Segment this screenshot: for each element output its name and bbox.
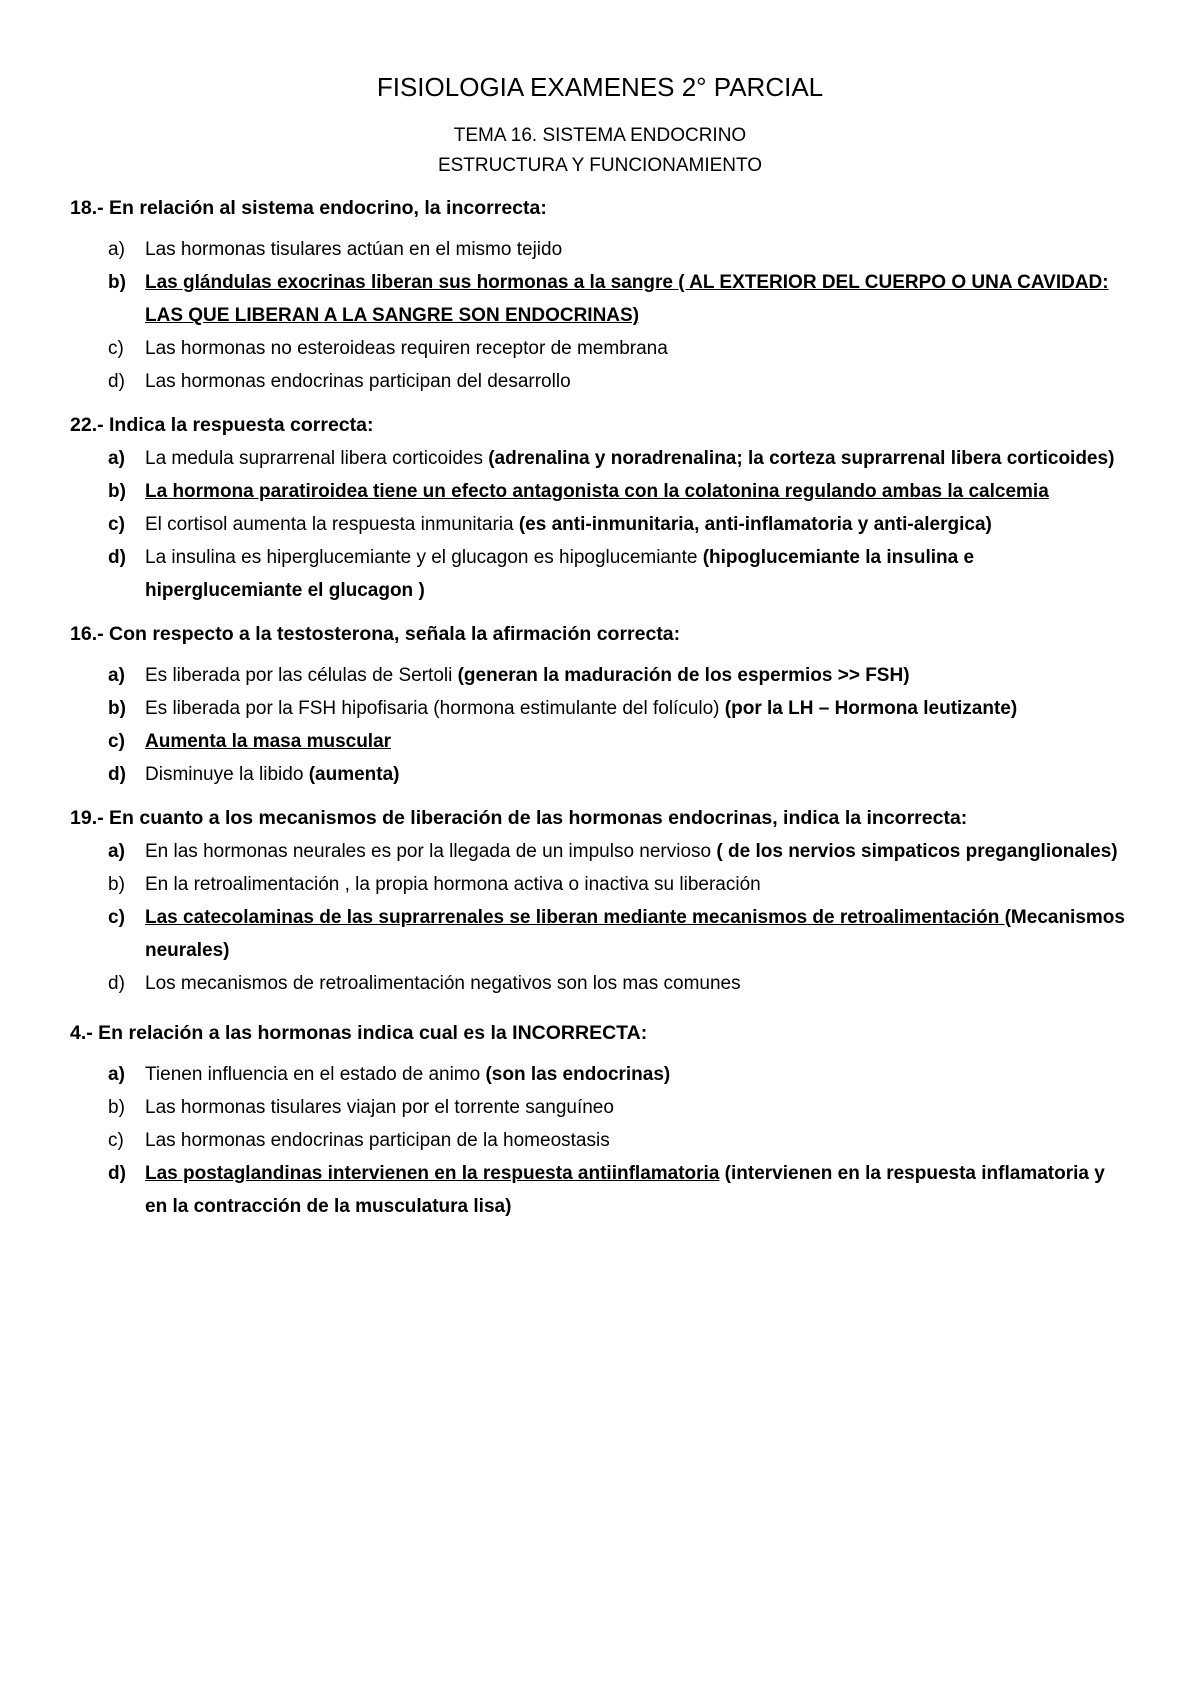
option-answer-text: Las glándulas exocrinas liberan sus hormonas a la sangre ( AL EXTERIOR DEL CUERPO O UNA CAVIDAD: LAS QUE LIBERAN A LA SANGRE SON ENDOCRINAS) <box>145 272 1109 326</box>
option-a <box>108 835 1130 868</box>
topic-title: TEMA 16. SISTEMA ENDOCRINO <box>453 125 747 146</box>
option-note: (intervienen en la respuesta inflamatoria y en la contracción de la musculatura lisa) <box>145 1163 1105 1217</box>
option-answer-text: La hormona paratiroidea tiene un efecto antagonista con la colatonina regulando ambas la calcemia <box>145 481 1049 502</box>
option-c <box>108 901 1130 967</box>
option-a <box>108 442 1130 475</box>
option-text <box>145 233 1130 266</box>
option-letter: a) <box>108 841 125 862</box>
option-note: (es anti-inmunitaria, anti-inflamatoria y anti-alergica) <box>518 514 992 535</box>
option-note: (generan la maduración de los espermios >> FSH) <box>457 665 910 686</box>
question-19 <box>70 803 1130 1000</box>
option-text <box>145 692 1130 725</box>
option-text <box>145 659 1130 692</box>
option-text <box>145 442 1130 475</box>
question-heading: 18.- En relación al sistema endocrino, la incorrecta: <box>70 197 547 219</box>
option-answer-text: Las catecolaminas de las suprarrenales se liberan mediante mecanismos de retroalimentación <box>145 907 1005 928</box>
question-22 <box>70 410 1130 607</box>
question-heading: 16.- Con respecto a la testosterona, señala la afirmación correcta: <box>70 623 681 645</box>
option-letter: b) <box>108 698 126 719</box>
question-4 <box>70 1018 1130 1223</box>
option-c <box>108 725 1130 758</box>
question-heading: 19.- En cuanto a los mecanismos de liberación de las hormonas endocrinas, indica la incorrecta: <box>70 807 968 829</box>
option-letter: c) <box>108 731 125 752</box>
option-note: (adrenalina y noradrenalina; la corteza suprarrenal libera corticoides) <box>488 448 1115 469</box>
option-note: (son las endocrinas) <box>485 1064 671 1085</box>
option-text <box>145 266 1130 332</box>
option-plain-text: Las hormonas tisulares viajan por el torrente sanguíneo <box>145 1097 614 1118</box>
option-letter: b) <box>108 874 125 895</box>
option-letter: c) <box>108 907 125 928</box>
option-plain-text: En las hormonas neurales es por la llegada de un impulso nervioso <box>145 841 717 862</box>
option-plain-text: Es liberada por la FSH hipofisaria (hormona estimulante del folículo) <box>145 698 725 719</box>
question-18 <box>70 193 1130 398</box>
option-b <box>108 475 1130 508</box>
option-plain-text: Las hormonas no esteroideas requiren receptor de membrana <box>145 338 668 359</box>
option-note: (por la LH – Hormona leutizante) <box>724 698 1018 719</box>
option-a <box>108 233 1130 266</box>
option-b <box>108 266 1130 332</box>
option-letter: c) <box>108 514 125 535</box>
topic-block <box>70 121 1130 181</box>
option-letter: a) <box>108 665 125 686</box>
option-letter: c) <box>108 338 124 359</box>
option-answer-text: Aumenta la masa muscular <box>145 731 392 752</box>
option-plain-text: Las hormonas endocrinas participan de la homeostasis <box>145 1130 610 1151</box>
subtopic-title: ESTRUCTURA Y FUNCIONAMIENTO <box>437 155 763 176</box>
option-plain-text: Las hormonas tisulares actúan en el mismo tejido <box>145 239 563 260</box>
option-d <box>108 365 1130 398</box>
option-text <box>145 508 1130 541</box>
option-plain-text: Las hormonas endocrinas participan del desarrollo <box>145 371 571 392</box>
option-c <box>108 332 1130 365</box>
option-text <box>145 967 1130 1000</box>
option-text <box>145 725 1130 758</box>
option-note: (hipoglucemiante la insulina e hiperglucemiante el glucagon ) <box>145 547 975 601</box>
option-d <box>108 758 1130 791</box>
option-letter: b) <box>108 481 126 502</box>
option-letter: b) <box>108 1097 125 1118</box>
option-plain-text: El cortisol aumenta la respuesta inmunitaria <box>145 514 519 535</box>
option-text <box>145 835 1130 868</box>
option-text <box>145 475 1130 508</box>
option-letter: d) <box>108 1163 126 1184</box>
option-plain-text: Tienen influencia en el estado de animo <box>145 1064 486 1085</box>
option-note: (Mecanismos neurales) <box>145 907 1125 961</box>
option-a <box>108 659 1130 692</box>
option-letter: b) <box>108 272 126 293</box>
option-text <box>145 1124 1130 1157</box>
option-b <box>108 692 1130 725</box>
option-letter: d) <box>108 764 126 785</box>
option-d <box>108 967 1130 1000</box>
option-text <box>145 1058 1130 1091</box>
option-letter: d) <box>108 371 125 392</box>
option-text <box>145 868 1130 901</box>
option-plain-text: La insulina es hiperglucemiante y el glucagon es hipoglucemiante <box>145 547 703 568</box>
option-b <box>108 1091 1130 1124</box>
option-text <box>145 1157 1130 1223</box>
option-note: (aumenta) <box>308 764 400 785</box>
option-plain-text: Los mecanismos de retroalimentación negativos son los mas comunes <box>145 973 741 994</box>
option-b <box>108 868 1130 901</box>
option-letter: a) <box>108 239 125 260</box>
option-plain-text: Es liberada por las células de Sertoli <box>145 665 458 686</box>
question-heading: 22.- Indica la respuesta correcta: <box>70 414 374 436</box>
option-text <box>145 901 1130 967</box>
question-16 <box>70 619 1130 791</box>
option-letter: c) <box>108 1130 124 1151</box>
option-plain-text: En la retroalimentación , la propia hormona activa o inactiva su liberación <box>145 874 761 895</box>
option-text <box>145 365 1130 398</box>
option-c <box>108 508 1130 541</box>
option-c <box>108 1124 1130 1157</box>
question-heading: 4.- En relación a las hormonas indica cual es la INCORRECTA: <box>70 1022 648 1044</box>
option-letter: d) <box>108 547 126 568</box>
option-note: ( de los nervios simpaticos preganglionales) <box>716 841 1118 862</box>
option-text <box>145 332 1130 365</box>
option-answer-text: Las postaglandinas intervienen en la respuesta antiinflamatoria <box>145 1163 720 1184</box>
option-letter: d) <box>108 973 125 994</box>
option-plain-text: La medula suprarrenal libera corticoides <box>145 448 489 469</box>
option-d <box>108 541 1130 607</box>
option-text <box>145 758 1130 791</box>
option-text <box>145 1091 1130 1124</box>
option-plain-text: Disminuye la libido <box>145 764 309 785</box>
option-letter: a) <box>108 1064 125 1085</box>
option-a <box>108 1058 1130 1091</box>
document-title: FISIOLOGIA EXAMENES 2° PARCIAL <box>376 72 824 102</box>
option-text <box>145 541 1130 607</box>
option-d <box>108 1157 1130 1223</box>
option-letter: a) <box>108 448 125 469</box>
